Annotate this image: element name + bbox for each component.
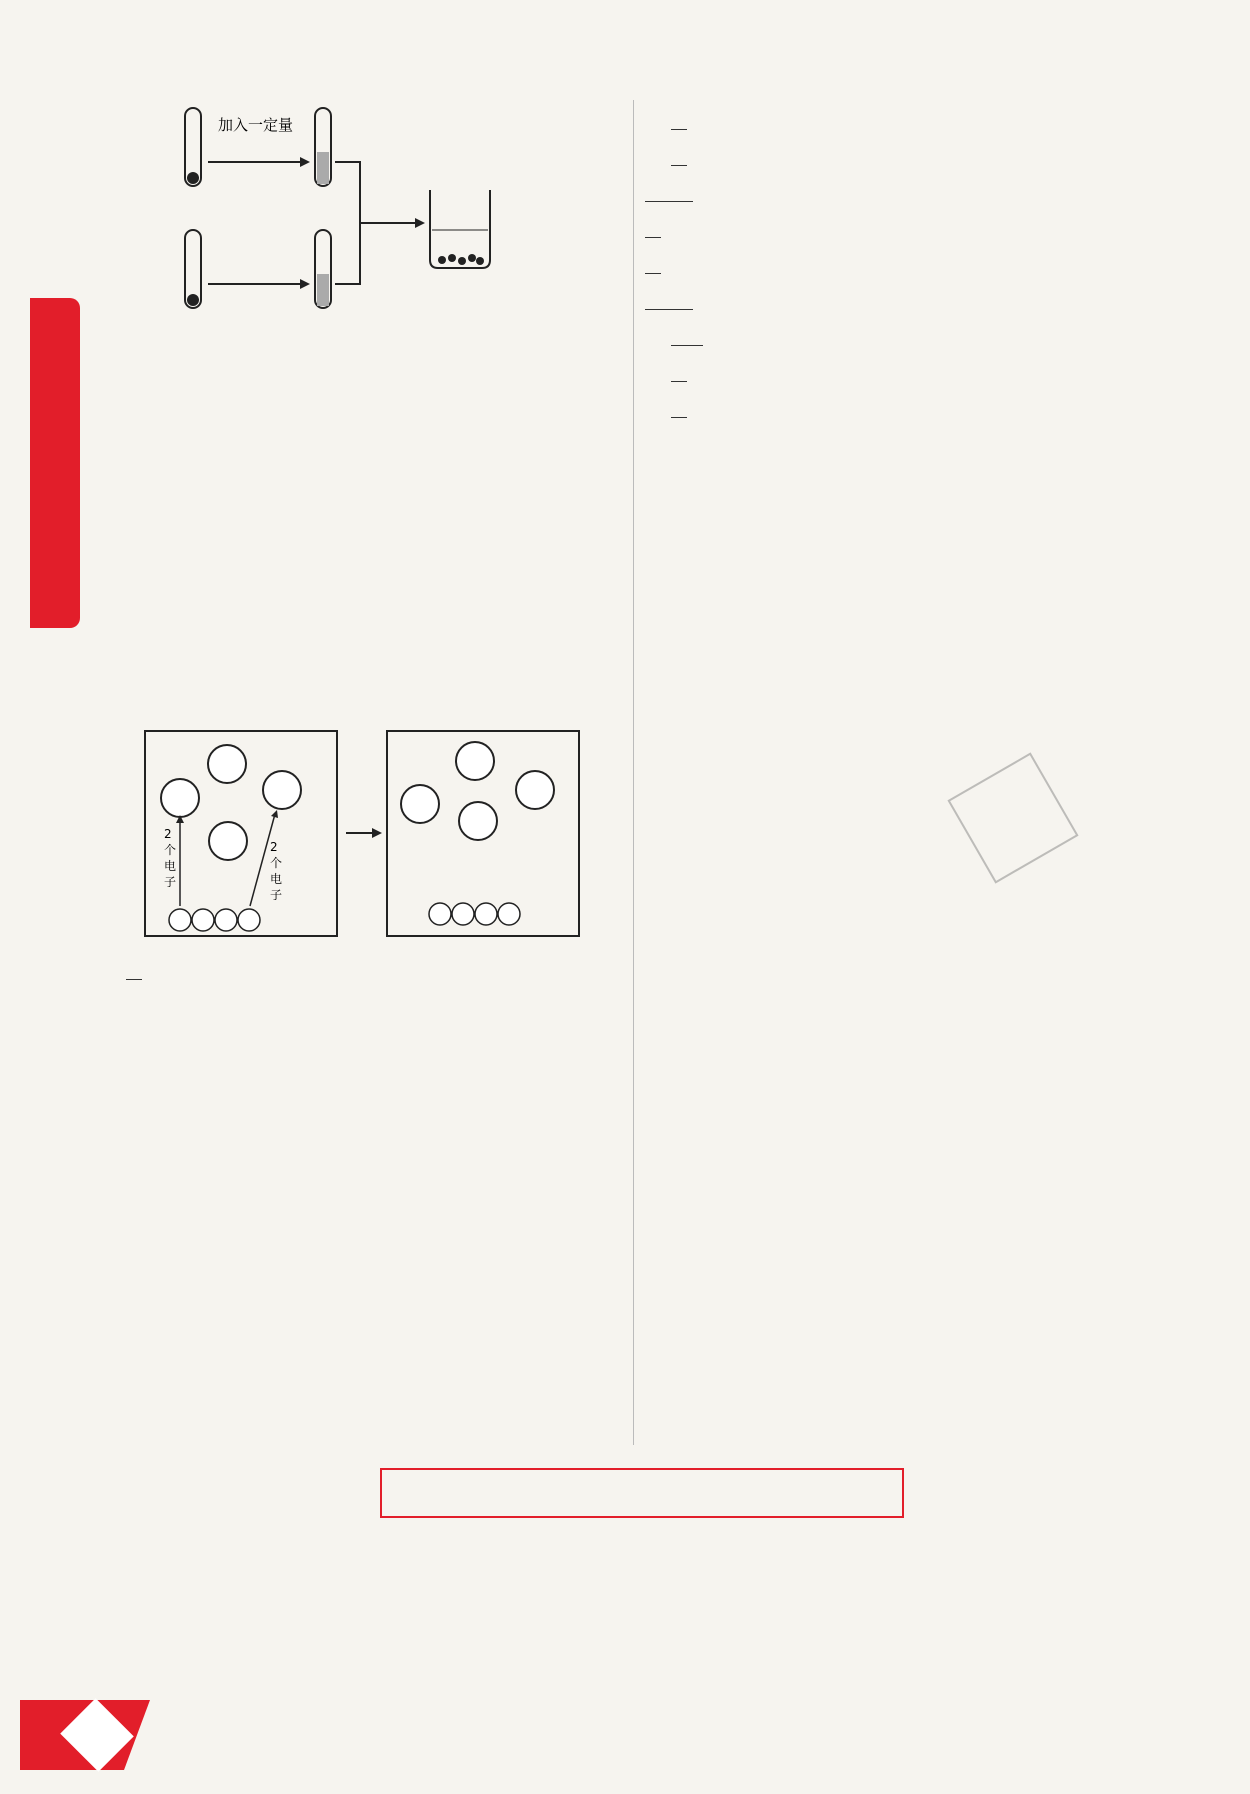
beaker: [430, 190, 490, 268]
q9-answer-impurity: [645, 287, 661, 310]
q7-reaction-diagram: [110, 726, 630, 946]
copper-ion: [161, 779, 199, 817]
q7-sub2-answer: [671, 107, 687, 130]
svg-text:电: 电: [164, 859, 177, 873]
q5-experiment-diagram: [120, 100, 620, 348]
column-divider: [633, 100, 634, 1445]
q10-sub2: [645, 352, 1170, 388]
sulfate-ion: [209, 822, 247, 860]
sulfate-ion: [456, 742, 494, 780]
product-atoms: [429, 903, 520, 925]
svg-text:子: 子: [270, 888, 283, 902]
section-tab: [30, 298, 80, 628]
svg-text:电: 电: [270, 872, 283, 886]
q7-sub3-answer: [671, 143, 687, 166]
sulfate-ion: [459, 802, 497, 840]
svg-text:个: 个: [164, 843, 177, 857]
left-column: [100, 100, 630, 986]
copper-ion: [263, 771, 301, 809]
q10-sub1-answer2: [687, 323, 703, 346]
q11-sub1: [645, 388, 1170, 424]
q11-sub1-answer: [671, 395, 687, 418]
sulfate-ion: [208, 745, 246, 783]
question-8: [645, 172, 1170, 280]
q8-answer-solutes: [645, 179, 661, 202]
manganese-ion: [401, 785, 439, 823]
iron-powder: [187, 172, 199, 184]
right-column: [645, 100, 1170, 424]
q9-answer-solutes: [661, 287, 677, 310]
electron-note-2: 2: [270, 840, 278, 854]
manganese-ion: [516, 771, 554, 809]
practice-reference-banner: [380, 1468, 904, 1518]
q7-sub2: [645, 100, 1170, 136]
q7-sub1: [100, 950, 630, 986]
iron-powder: [187, 294, 199, 306]
q10-sub1-answer: [671, 323, 687, 346]
q8-answer-equation: [677, 179, 693, 202]
electron-note-1: 2: [164, 827, 172, 841]
q10-sub1: [645, 316, 1170, 352]
watermark-stamp: [947, 752, 1078, 883]
manganese-atoms: [169, 909, 260, 931]
q8-answer-residue: [661, 179, 677, 202]
question-9: [645, 280, 1170, 316]
q9-answer-mass: [677, 287, 693, 310]
q6-graphs: [100, 352, 620, 722]
q7-sub1-answer: [126, 957, 142, 980]
svg-text:个: 个: [270, 856, 283, 870]
q7-sub3: [645, 136, 1170, 172]
q10-sub2-answer: [671, 359, 687, 382]
svg-text:子: 子: [164, 875, 177, 889]
tube1-reagent-line1: 加入一定量: [218, 116, 294, 134]
